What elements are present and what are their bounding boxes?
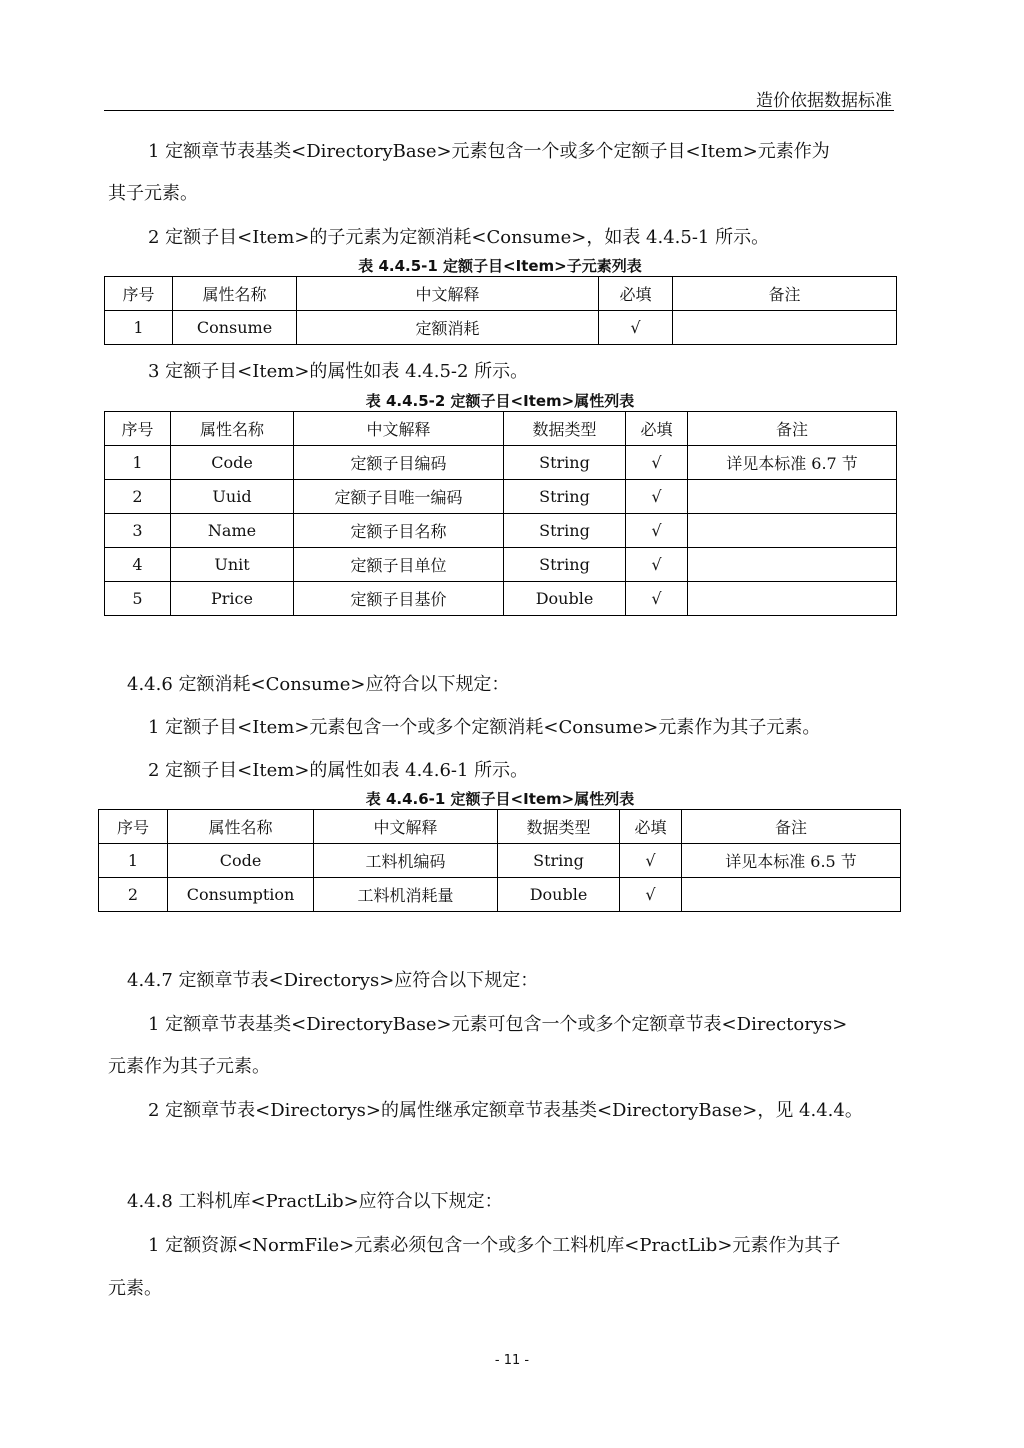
table-2 [104,411,897,616]
table-cell: 详见本标准 6.5 节 [682,844,901,878]
table-cell: Name [171,514,294,548]
table-cell: 1 [99,844,168,878]
header-cell: 序号 [99,810,168,844]
table-cell: 3 [105,514,171,548]
paragraph-3: 3 定额子目<Item>的属性如表 4.4.5-2 所示。 [148,361,529,382]
table-cell: Double [504,582,626,616]
table-cell: 5 [105,582,171,616]
table-cell [682,878,901,912]
table-cell: 2 [105,480,171,514]
header-rule [104,110,894,111]
table-cell: 定额子目名称 [294,514,504,548]
table-cell: Consume [173,311,297,345]
table-cell: √ [599,311,673,345]
header-cell: 中文解释 [297,277,599,311]
table-cell: Consumption [168,878,314,912]
table-cell [688,548,897,582]
table-row [105,480,897,514]
table-cell: √ [620,844,682,878]
section-4-4-7-paragraph-1-line-1: 1 定额章节表基类<DirectoryBase>元素可包含一个或多个定额章节表<Directorys> [148,1014,848,1035]
header-cell: 必填 [626,412,688,446]
table-1-caption: 表 4.4.5-1 定额子目<Item>子元素列表 [358,257,642,275]
header-cell: 必填 [599,277,673,311]
header-cell: 中文解释 [294,412,504,446]
table-3 [98,809,901,912]
table-cell: 定额子目单位 [294,548,504,582]
table-cell: String [504,446,626,480]
paragraph-1-line-1: 1 定额章节表基类<DirectoryBase>元素包含一个或多个定额子目<Item>元素作为 [148,141,830,162]
table-row [105,582,897,616]
table-cell: 工料机编码 [314,844,498,878]
header-cell: 数据类型 [504,412,626,446]
section-4-4-7-heading: 4.4.7 定额章节表<Directorys>应符合以下规定： [127,970,539,991]
section-4-4-7-paragraph-2: 2 定额章节表<Directorys>的属性继承定额章节表基类<DirectoryBase>，见 4.4.4。 [148,1100,863,1121]
table-cell: 2 [99,878,168,912]
paragraph-2: 2 定额子目<Item>的子元素为定额消耗<Consume>，如表 4.4.5-1 所示。 [148,227,770,248]
header-cell: 序号 [105,412,171,446]
table-row [105,311,897,345]
section-4-4-6-heading: 4.4.6 定额消耗<Consume>应符合以下规定： [127,674,510,695]
table-row [99,844,901,878]
table-cell: Code [171,446,294,480]
table-3-caption: 表 4.4.6-1 定额子目<Item>属性列表 [365,790,635,808]
header-title: 造价依据数据标准 [756,91,892,111]
table-cell: √ [620,878,682,912]
table-cell: 定额子目唯一编码 [294,480,504,514]
table-cell: Price [171,582,294,616]
table-header-row [105,412,897,446]
table-cell: 1 [105,446,171,480]
table-cell [688,514,897,548]
table-header-row [105,277,897,311]
table-cell [673,311,897,345]
table-cell: 定额消耗 [297,311,599,345]
table-header-row [99,810,901,844]
header-cell: 必填 [620,810,682,844]
paragraph-1-line-2: 其子元素。 [108,183,198,204]
table-cell: √ [626,446,688,480]
page-number: - 11 - [494,1353,530,1368]
table-cell [688,480,897,514]
section-4-4-8-paragraph-1-line-1: 1 定额资源<NormFile>元素必须包含一个或多个工料机库<PractLib>元素作为其子 [148,1235,841,1256]
header-cell: 数据类型 [498,810,620,844]
table-2-caption: 表 4.4.5-2 定额子目<Item>属性列表 [365,392,635,410]
table-cell: Double [498,878,620,912]
table-row [105,446,897,480]
section-4-4-6-paragraph-1: 1 定额子目<Item>元素包含一个或多个定额消耗<Consume>元素作为其子元素。 [148,717,821,738]
header-cell: 属性名称 [168,810,314,844]
header-cell: 属性名称 [173,277,297,311]
header-cell: 中文解释 [314,810,498,844]
header-cell: 序号 [105,277,173,311]
table-cell: Uuid [171,480,294,514]
table-cell: 4 [105,548,171,582]
header-cell: 备注 [688,412,897,446]
table-cell: 定额子目基价 [294,582,504,616]
section-4-4-6-paragraph-2: 2 定额子目<Item>的属性如表 4.4.6-1 所示。 [148,760,529,781]
section-4-4-8-paragraph-1-line-2: 元素。 [108,1278,162,1299]
table-cell: 1 [105,311,173,345]
table-cell: String [504,480,626,514]
table-cell: 详见本标准 6.7 节 [688,446,897,480]
header-cell: 备注 [682,810,901,844]
table-row [105,548,897,582]
table-cell: Code [168,844,314,878]
table-1 [104,276,897,345]
table-row [99,878,901,912]
table-cell: Unit [171,548,294,582]
table-cell: √ [626,514,688,548]
section-4-4-8-heading: 4.4.8 工料机库<PractLib>应符合以下规定： [127,1191,503,1212]
header-cell: 备注 [673,277,897,311]
header-cell: 属性名称 [171,412,294,446]
table-cell: String [504,514,626,548]
table-cell: √ [626,582,688,616]
table-cell: String [504,548,626,582]
table-cell: √ [626,548,688,582]
table-cell: 工料机消耗量 [314,878,498,912]
table-cell: String [498,844,620,878]
table-cell [688,582,897,616]
table-cell: √ [626,480,688,514]
table-cell: 定额子目编码 [294,446,504,480]
table-row [105,514,897,548]
section-4-4-7-paragraph-1-line-2: 元素作为其子元素。 [108,1056,270,1077]
